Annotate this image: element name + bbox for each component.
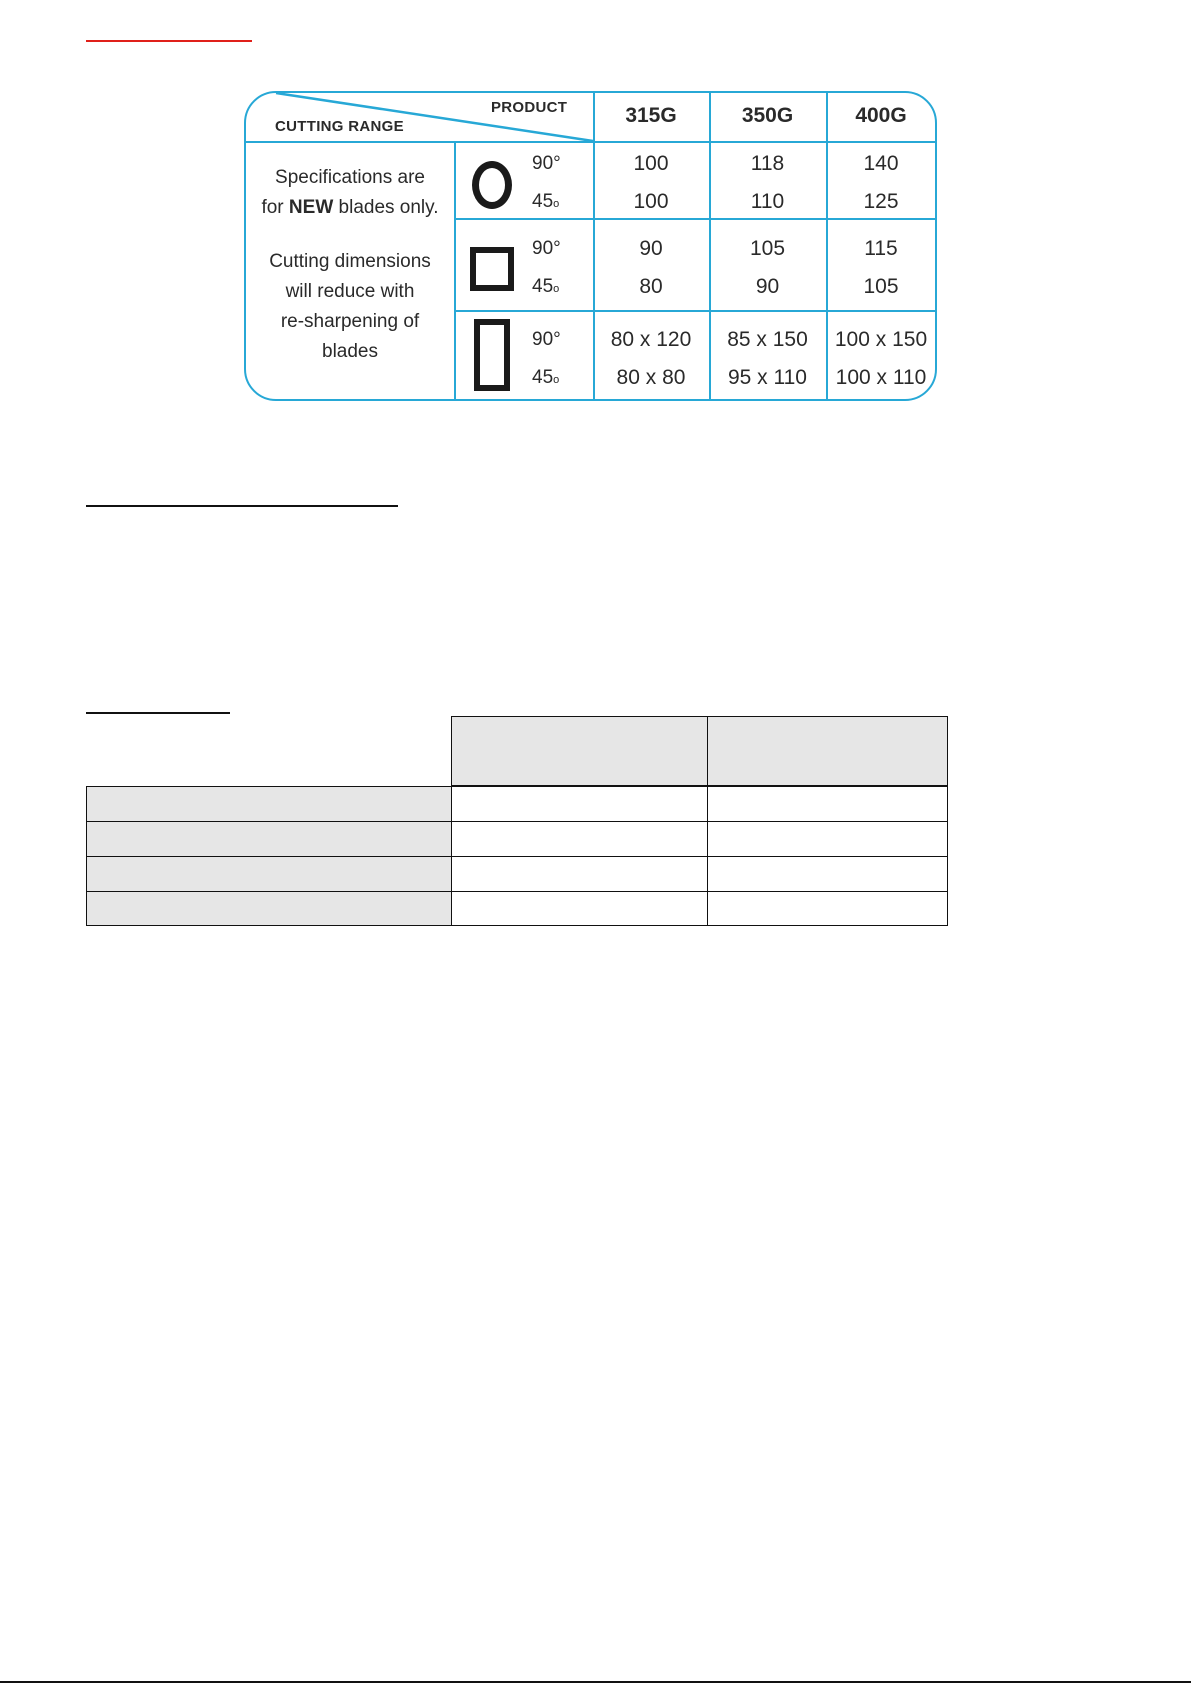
angle-45: 45o (532, 191, 560, 212)
value-cell: 100 (633, 152, 669, 175)
value-cell: 90 (639, 237, 663, 260)
value-cell: 105 (749, 237, 786, 260)
table-row (86, 891, 948, 926)
table-row (86, 786, 948, 821)
value-cell: 118 (750, 152, 785, 175)
rectangle-icon (474, 319, 510, 391)
note-line (246, 193, 454, 223)
value-cell: 85 x 150 (727, 328, 808, 351)
round-icon (472, 161, 512, 209)
red-heading-rule (86, 40, 252, 42)
page-bottom-rule (0, 1681, 1191, 1683)
note-line: re-sharpening of (280, 311, 420, 332)
angle-90: 90° (532, 238, 561, 259)
value-cell: 90 (755, 275, 780, 298)
section-heading-rule (86, 505, 398, 507)
angle-90: 90° (532, 153, 561, 174)
product-350g: 350G (741, 104, 794, 127)
angle-45-value: 45 (532, 276, 554, 297)
product-400g: 400G (855, 104, 907, 127)
value-cell: 95 x 110 (727, 366, 807, 389)
table-label-cell (86, 891, 451, 926)
value-cell: 80 x 120 (610, 328, 692, 351)
value-cell: 80 x 80 (616, 366, 686, 389)
angle-45-value: 45 (532, 367, 554, 388)
note-line: blades (322, 341, 378, 362)
note-line: Specifications are (275, 167, 425, 188)
note-text: blades only. (338, 197, 439, 218)
table-cell (707, 891, 948, 926)
angle-90: 90° (532, 329, 561, 350)
table-cell (451, 856, 707, 891)
value-cell: 105 (863, 275, 899, 298)
table-header-cell (451, 716, 708, 786)
value-cell: 100 x 150 (834, 328, 928, 351)
table-cell (451, 821, 707, 856)
value-cell: 115 (864, 237, 898, 260)
note-line: will reduce with (285, 281, 415, 302)
note-line: Cutting dimensions (269, 251, 431, 272)
header-divider (246, 141, 936, 143)
table-cell (707, 786, 948, 821)
table-cell (451, 786, 707, 821)
note-text: for (261, 197, 284, 218)
table-cell (707, 856, 948, 891)
value-cell: 125 (863, 190, 899, 213)
spec-table (86, 716, 948, 928)
section-heading-rule (86, 712, 230, 714)
cutting-range-label: CUTTING RANGE (275, 118, 404, 135)
value-cell: 80 (639, 275, 663, 298)
value-cell: 100 x 110 (835, 366, 927, 389)
cutting-range-table (244, 91, 937, 401)
table-label-cell (86, 786, 451, 821)
value-cell: 100 (633, 190, 669, 213)
row-divider (454, 310, 936, 312)
value-cell: 140 (863, 152, 899, 175)
angle-45: 45o (532, 367, 560, 388)
angle-45: 45o (532, 276, 560, 297)
square-icon (470, 247, 514, 291)
note-emphasis: NEW (288, 197, 334, 218)
table-header-cell (707, 716, 948, 786)
row-divider (454, 218, 936, 220)
table-label-cell (86, 856, 451, 891)
value-cell: 110 (750, 190, 785, 213)
column-divider (454, 141, 456, 399)
table-label-cell (86, 821, 451, 856)
table-cell (451, 891, 707, 926)
product-label: PRODUCT (491, 99, 568, 116)
angle-45-value: 45 (532, 191, 554, 212)
product-315g: 315G (625, 104, 677, 127)
table-row (86, 821, 948, 856)
spec-note (246, 163, 454, 367)
table-cell (707, 821, 948, 856)
table-row (86, 856, 948, 891)
